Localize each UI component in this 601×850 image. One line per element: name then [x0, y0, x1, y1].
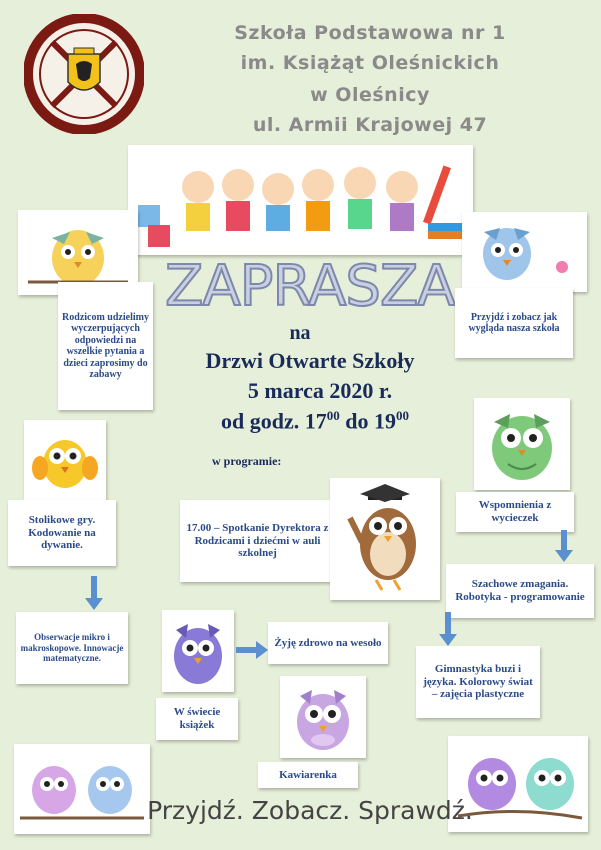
school-name-line-1: Szkoła Podstawowa nr 1	[234, 22, 506, 44]
cafe-text: Kawiarenka	[279, 768, 337, 781]
school-name-line-2: im. Książąt Oleśnickich	[240, 52, 500, 74]
owl-card-center-bottom	[280, 676, 366, 758]
owl-purple-icon	[162, 610, 234, 692]
parents-info-box	[58, 282, 153, 410]
school-logo-card	[24, 14, 144, 134]
observations-text: Obserwacje mikro i makroskopowe. Innowacje matematyczne.	[20, 632, 124, 664]
meeting-text: 17.00 – Spotkanie Dyrektora z Rodzicami i dziećmi w auli szkolnej	[186, 522, 329, 560]
owl-card-green	[474, 398, 570, 490]
gymnastics-box	[416, 646, 540, 718]
books-box	[156, 698, 238, 740]
event-time	[170, 408, 460, 434]
program-label: w programie:	[212, 454, 282, 468]
kids-banner	[128, 145, 473, 255]
arrow-down-icon-3	[438, 612, 458, 648]
observations-box	[16, 612, 128, 684]
healthy-text: Żyję zdrowo na wesoło	[274, 636, 382, 649]
arrow-down-icon	[554, 530, 574, 564]
owl-card-purple	[162, 610, 234, 692]
chess-box	[446, 564, 594, 618]
event-time-end-minutes: 00	[396, 408, 409, 423]
event-na: na	[289, 322, 311, 344]
event-time-prefix: od godz. 17	[221, 408, 327, 434]
gymnastics-text: Gimnastyka buzi i języka. Kolorowy świat – zajęcia plastyczne	[423, 663, 533, 701]
chess-text: Szachowe zmagania. Robotyka - programowanie	[455, 578, 585, 603]
board-games-box	[8, 500, 116, 566]
parents-info-text: Rodzicom udzielimy wyczerpujących odpowiedzi na wszelkie pytania a dzieci zaprosimy do zabawy	[62, 311, 149, 380]
board-games-text: Stolikowe gry. Kodowanie na dywanie.	[28, 514, 96, 552]
arrow-down-icon-2	[84, 576, 104, 612]
event-date: 5 marca 2020 r.	[247, 378, 393, 403]
owl-graduate-icon	[330, 478, 440, 600]
footer-slogan: Przyjdź. Zobacz. Sprawdź.	[147, 796, 473, 825]
books-text: W świecie książek	[173, 706, 221, 731]
owl-blue-icon	[462, 212, 587, 292]
come-see-box	[455, 288, 573, 358]
healthy-box	[268, 622, 388, 664]
kids-illustration	[128, 145, 473, 255]
cafe-box	[258, 762, 358, 788]
owl-card-top-right	[462, 212, 587, 292]
event-time-start-minutes: 00	[326, 408, 340, 423]
event-title: Drzwi Otwarte Szkoły	[205, 348, 415, 373]
meeting-box	[180, 500, 335, 582]
come-see-text: Przyjdź i zobacz jak wygląda nasza szkoła	[468, 311, 560, 334]
arrow-right-icon	[236, 640, 270, 660]
school-logo	[24, 14, 144, 134]
headline: ZAPRASZA	[165, 254, 455, 319]
owl-lilac-icon	[280, 676, 366, 758]
school-city-line: w Oleśnicy	[310, 84, 430, 106]
owl-green-icon	[474, 398, 570, 490]
owl-card-mid-left	[24, 420, 106, 500]
memories-box	[456, 492, 574, 532]
owl-card-graduate	[330, 478, 440, 600]
memories-text: Wspomnienia z wycieczek	[478, 499, 552, 524]
event-time-mid: do 19	[339, 408, 396, 434]
owl-yellow-wings-icon	[24, 420, 106, 500]
school-address-line: ul. Armii Krajowej 47	[252, 114, 488, 136]
